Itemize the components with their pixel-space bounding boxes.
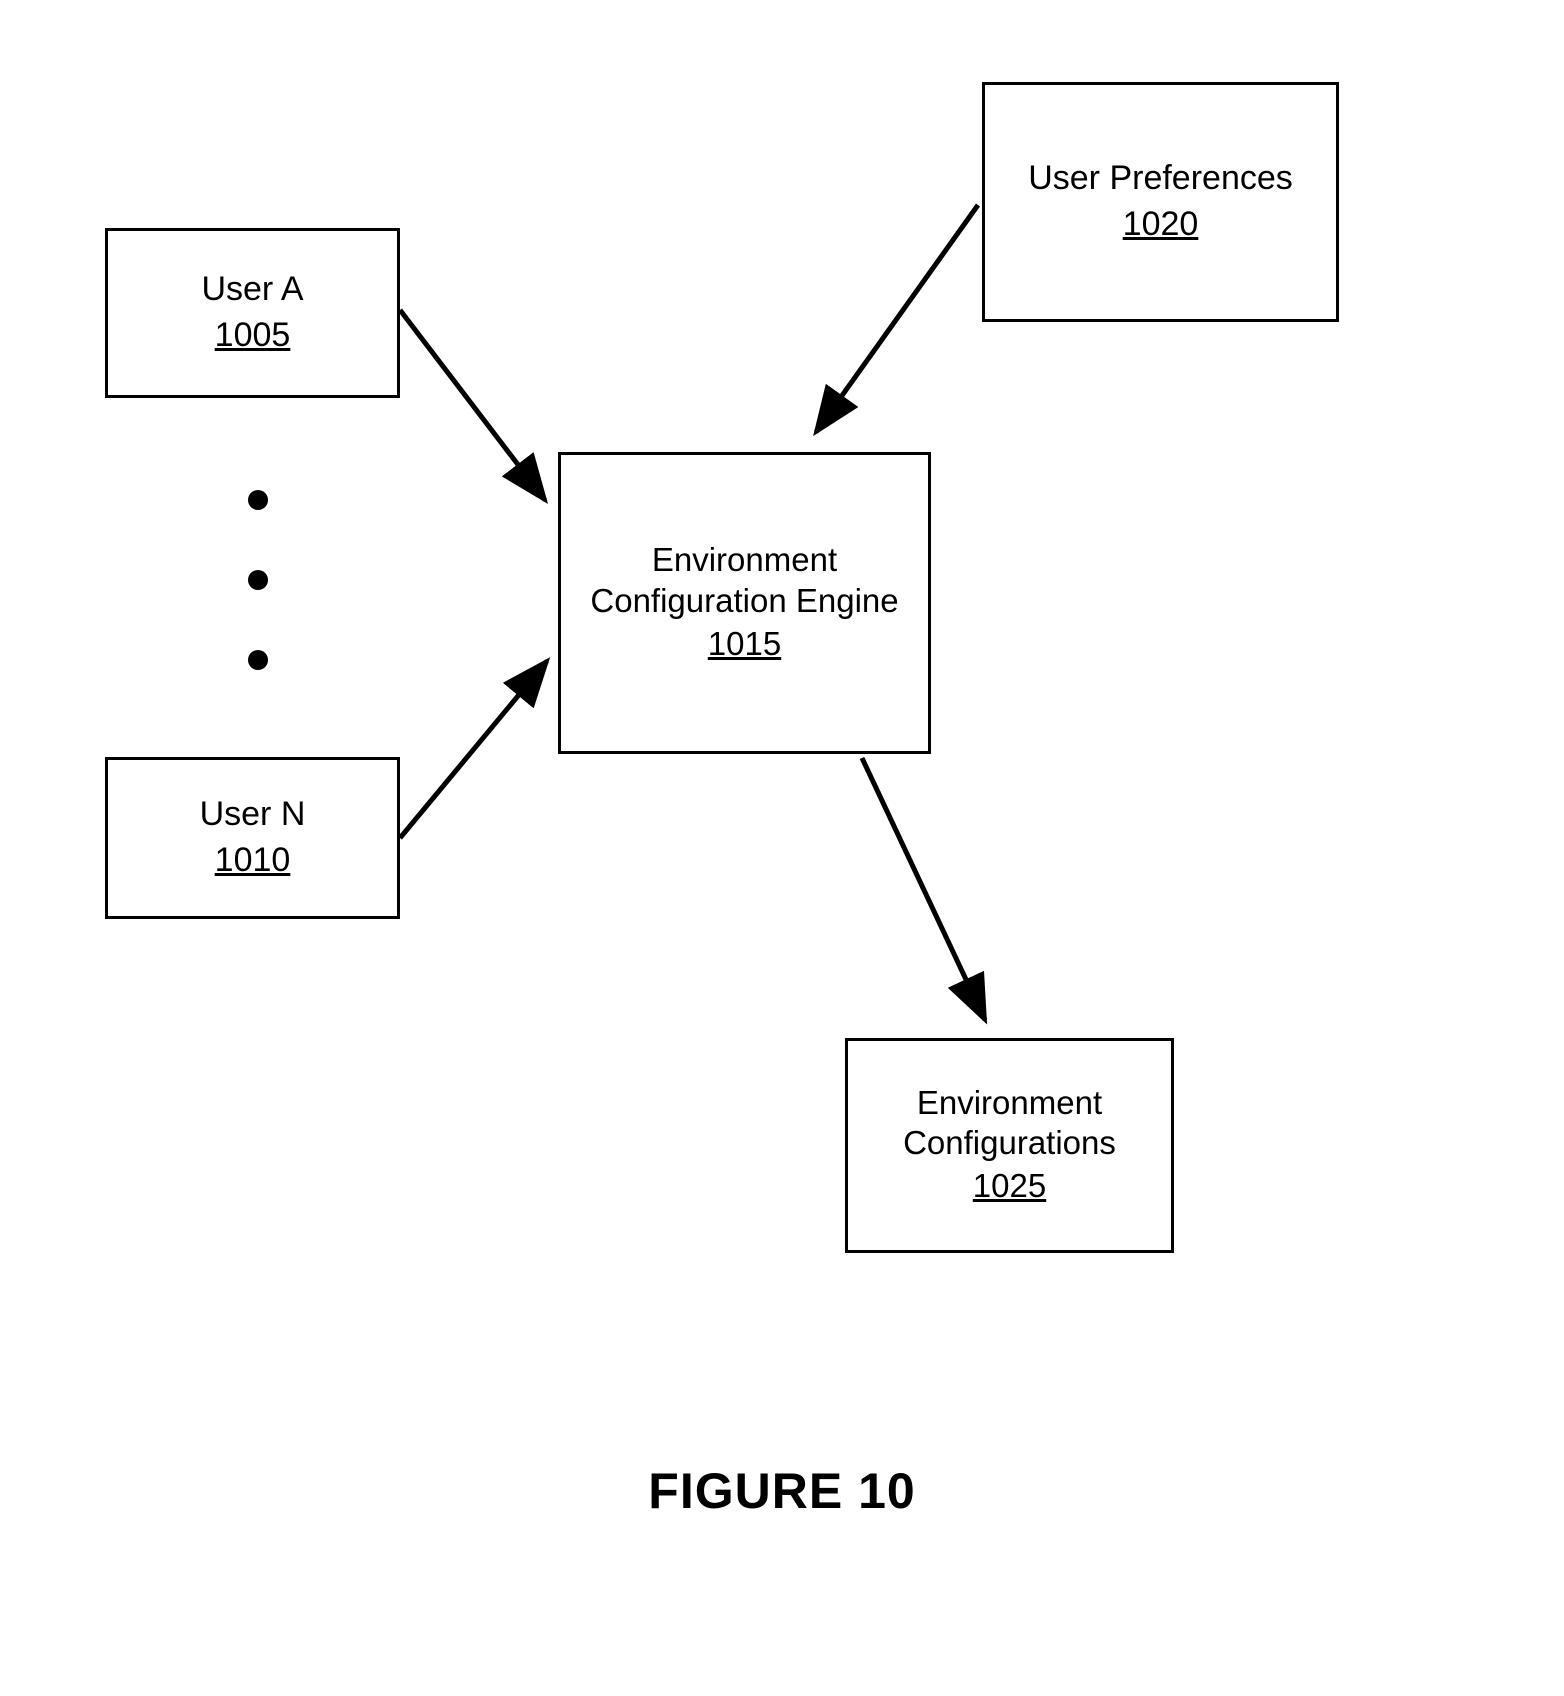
arrow-engine-to-environment-configurations bbox=[862, 758, 985, 1020]
ellipsis-dot bbox=[248, 570, 268, 590]
node-environment-configuration-engine bbox=[558, 452, 931, 754]
node-engine-ref: 1015 bbox=[707, 624, 782, 662]
node-environment-configurations-label-line1: Environment bbox=[916, 1083, 1103, 1121]
node-environment-configurations-label-line2: Configurations bbox=[903, 1124, 1116, 1162]
node-user-n-label: User N bbox=[199, 795, 306, 834]
arrow-user-preferences-to-engine bbox=[816, 205, 978, 432]
node-user-a-label: User A bbox=[201, 270, 304, 309]
node-user-preferences bbox=[982, 82, 1339, 322]
node-user-preferences-ref: 1020 bbox=[1122, 204, 1199, 243]
node-user-a bbox=[105, 228, 400, 398]
arrow-user-a-to-engine bbox=[400, 310, 545, 500]
vertical-ellipsis bbox=[228, 490, 288, 670]
node-environment-configurations-ref: 1025 bbox=[972, 1167, 1047, 1205]
arrow-user-n-to-engine bbox=[400, 661, 547, 838]
node-user-n bbox=[105, 757, 400, 919]
ellipsis-dot bbox=[248, 490, 268, 510]
ellipsis-dot bbox=[248, 650, 268, 670]
node-environment-configurations bbox=[845, 1038, 1174, 1253]
node-user-a-ref: 1005 bbox=[214, 315, 291, 354]
figure-caption: FIGURE 10 bbox=[648, 1463, 916, 1519]
node-user-n-ref: 1010 bbox=[214, 840, 291, 879]
node-user-preferences-label: User Preferences bbox=[1028, 159, 1293, 198]
node-engine-label-line1: Environment bbox=[651, 541, 838, 579]
node-engine-label-line2: Configuration Engine bbox=[590, 581, 899, 619]
